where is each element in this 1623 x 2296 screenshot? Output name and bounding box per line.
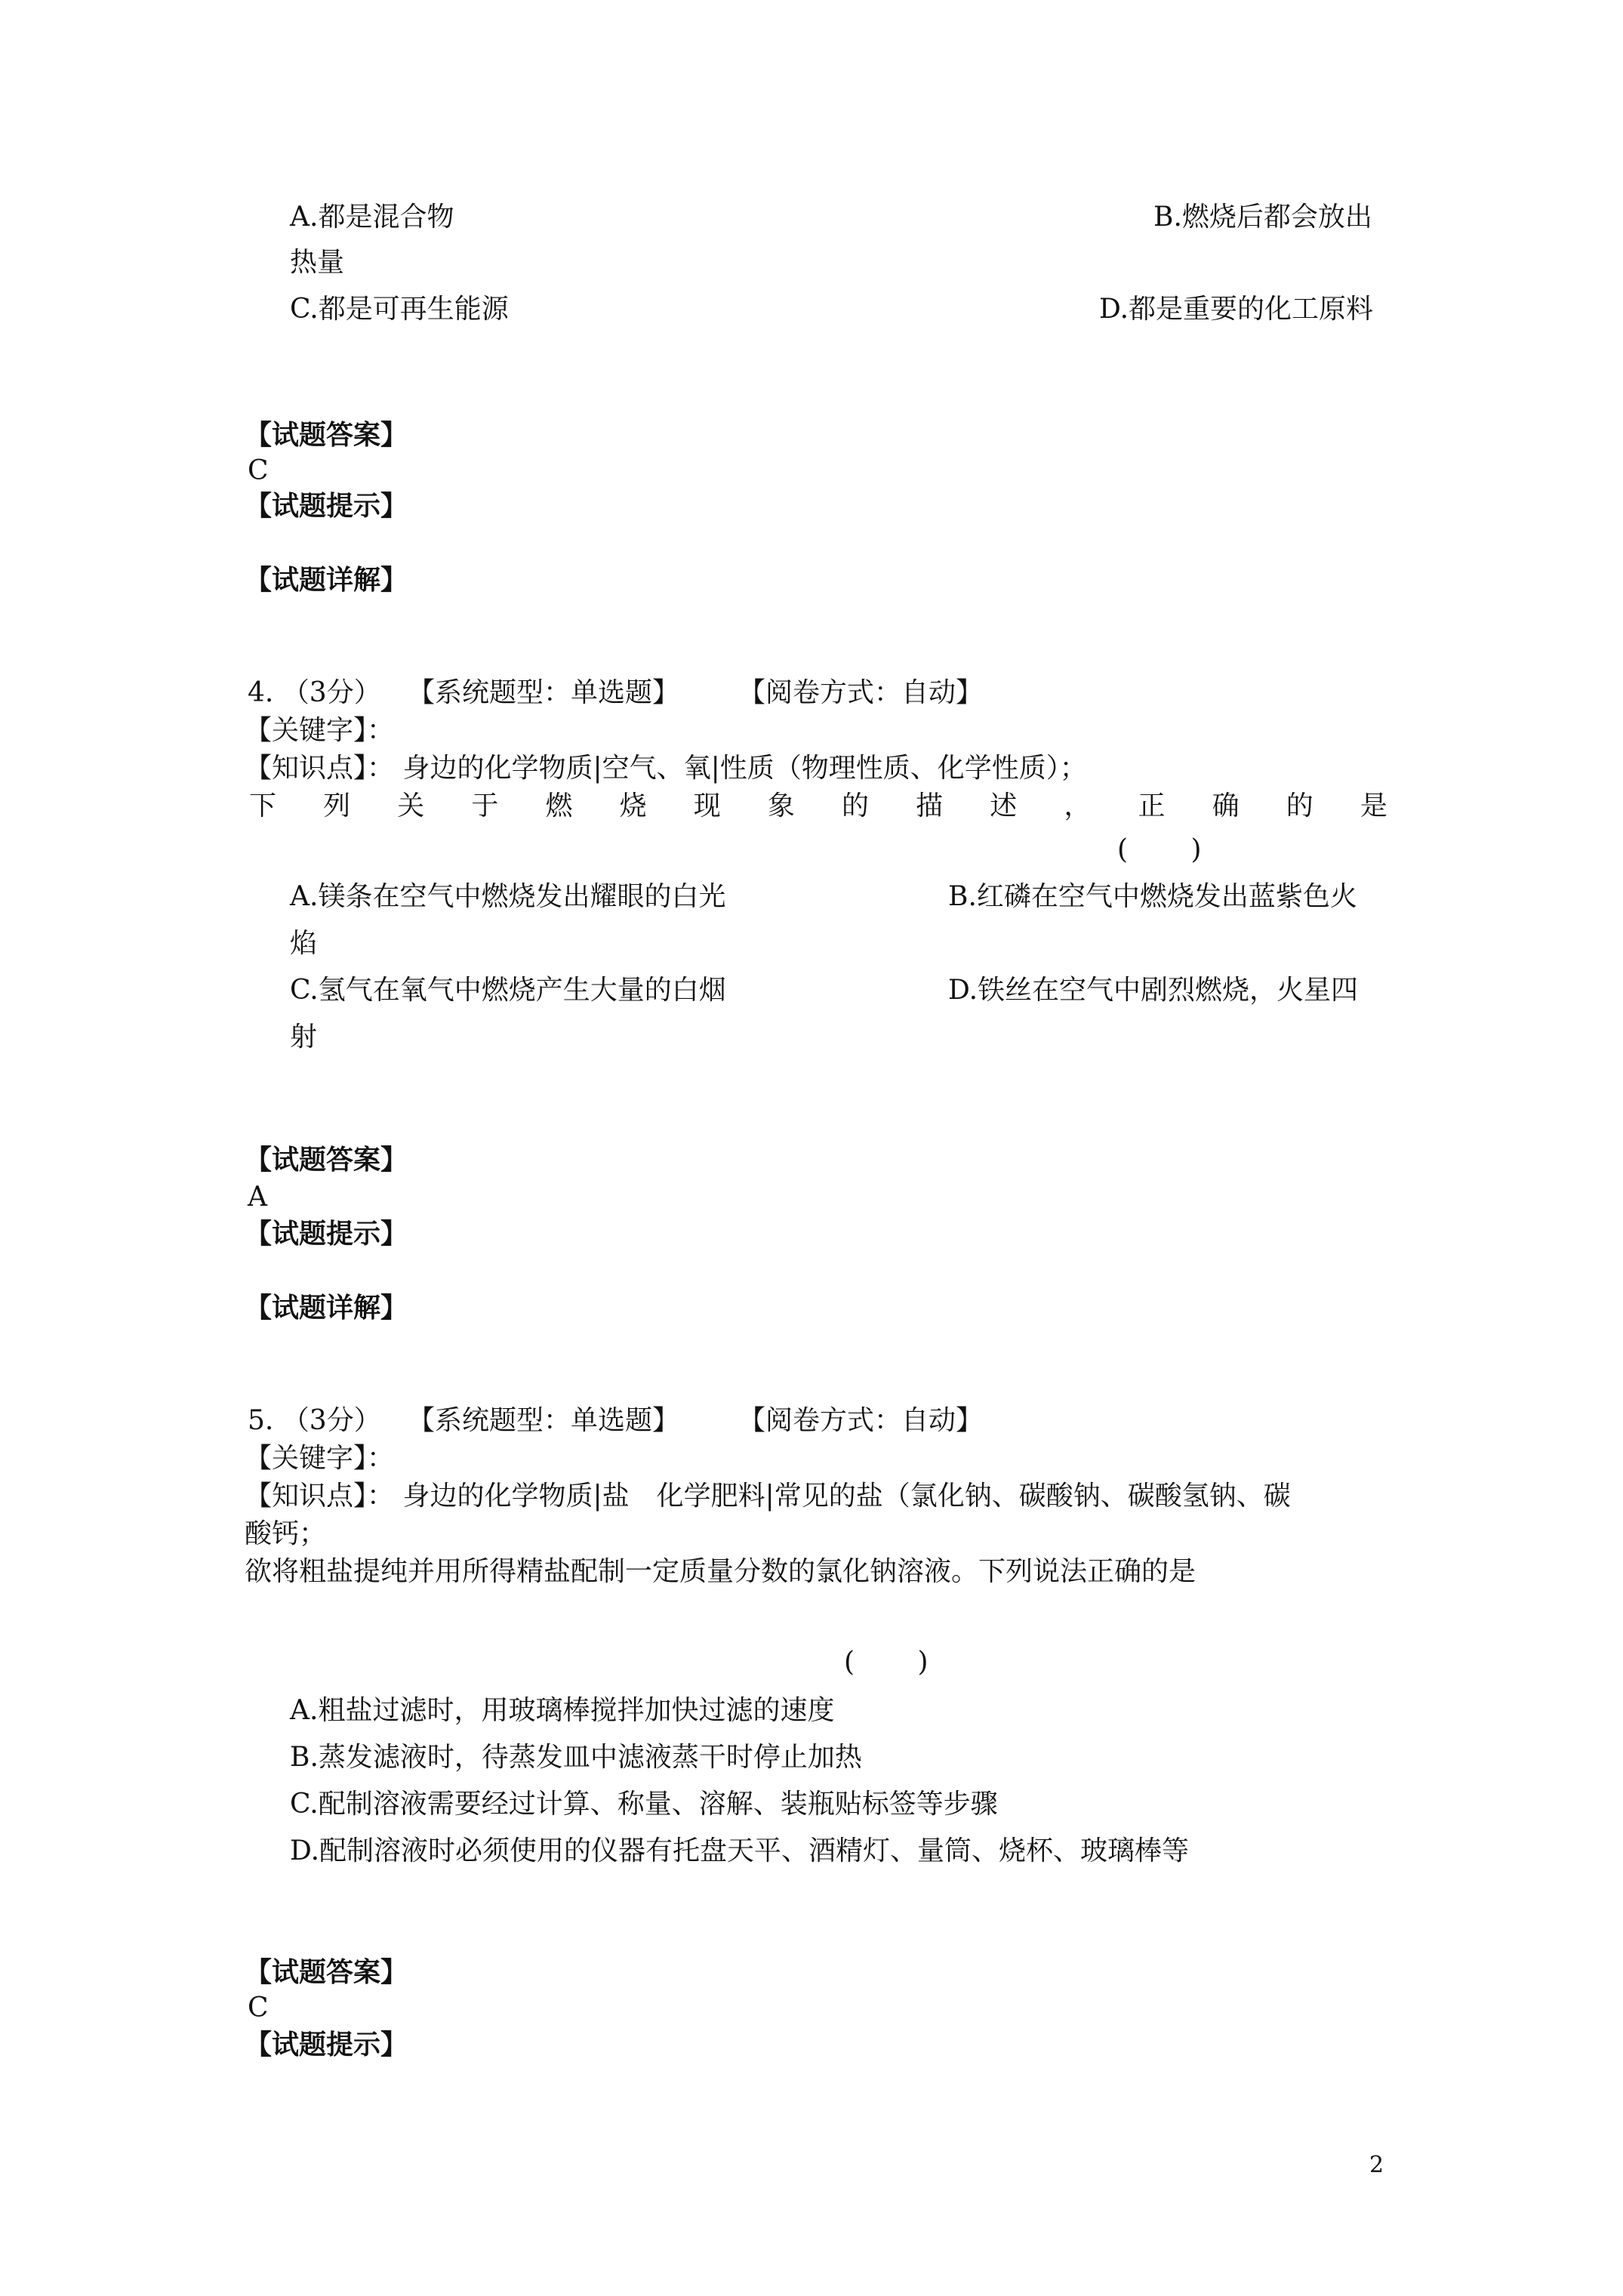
q4-option-a: A.镁条在空气中燃烧发出耀眼的白光 (290, 881, 726, 912)
q3-detail-heading: 【试题详解】 (245, 564, 408, 596)
q4-question-stem (249, 788, 1387, 824)
q4-stem-char: 确 (1212, 791, 1240, 821)
q4-hint-heading: 【试题提示】 (245, 1218, 408, 1250)
q5-option-a: A.粗盐过滤时，用玻璃棒搅拌加快过滤的速度 (290, 1695, 835, 1726)
q4-stem-char: 下 (249, 791, 277, 821)
q5-knowledge-point: 【知识点】： 身边的化学物质|盐 化学肥料|常见的盐（氯化钠、碳酸钠、碳酸氢钠、碳 (245, 1481, 1291, 1512)
q4-stem-char: 述 (990, 791, 1018, 821)
q4-answer: A (248, 1182, 267, 1213)
q5-grading-mode: 【阅卷方式：自动】 (738, 1405, 984, 1436)
page-number: 2 (1369, 2152, 1384, 2178)
q4-option-d-continued: 射 (290, 1022, 318, 1052)
q4-stem-char: 现 (693, 791, 721, 821)
q4-detail-heading: 【试题详解】 (245, 1292, 408, 1324)
q4-grading-mode: 【阅卷方式：自动】 (738, 677, 984, 708)
q5-answer-bracket: ( ) (844, 1647, 929, 1678)
q3-answer: C (248, 455, 269, 486)
q5-hint-heading: 【试题提示】 (245, 2029, 408, 2060)
q4-question-type: 【系统题型：单选题】 (408, 677, 680, 708)
q4-stem-char: 燃 (545, 791, 573, 821)
q4-option-b-continued: 焰 (290, 928, 318, 959)
q4-number: 4. （3分） (248, 677, 381, 708)
q3-answer-heading: 【试题答案】 (245, 419, 408, 451)
q4-stem-char: 的 (842, 791, 870, 821)
q3-option-b: B.燃烧后都会放出 (1153, 202, 1372, 233)
q4-stem-char: 烧 (619, 791, 647, 821)
q4-stem-char: 的 (1286, 791, 1313, 821)
q4-stem-char: 于 (471, 791, 499, 821)
q5-number: 5. （3分） (248, 1405, 381, 1436)
q4-option-c: C.氢气在氧气中燃烧产生大量的白烟 (290, 975, 726, 1006)
q5-option-d: D.配制溶液时必须使用的仪器有托盘天平、酒精灯、量筒、烧杯、玻璃棒等 (290, 1835, 1190, 1866)
q5-question-stem: 欲将粗盐提纯并用所得精盐配制一定质量分数的氯化钠溶液。下列说法正确的是 (245, 1556, 1196, 1587)
q4-stem-char: 正 (1138, 791, 1166, 821)
q3-option-b-continued: 热量 (290, 247, 345, 278)
q5-option-b: B.蒸发滤液时，待蒸发皿中滤液蒸干时停止加热 (290, 1742, 862, 1773)
q5-answer: C (248, 1992, 269, 2023)
q5-keywords: 【关键字】： (245, 1443, 395, 1474)
q4-knowledge-point: 【知识点】： 身边的化学物质|空气、氧|性质（物理性质、化学性质）； (245, 753, 1087, 784)
q4-answer-heading: 【试题答案】 (245, 1144, 408, 1176)
q5-question-type: 【系统题型：单选题】 (408, 1405, 680, 1436)
q5-knowledge-point-continued: 酸钙； (245, 1518, 327, 1549)
q4-keywords: 【关键字】： (245, 715, 395, 746)
q4-stem-char: 象 (767, 791, 795, 821)
q4-stem-char: 是 (1360, 791, 1387, 821)
q5-answer-heading: 【试题答案】 (245, 1956, 408, 1988)
q4-option-b: B.红磷在空气中燃烧发出蓝紫色火 (948, 881, 1357, 912)
q3-hint-heading: 【试题提示】 (245, 490, 408, 522)
q4-stem-char: 列 (323, 791, 351, 821)
q3-option-c: C.都是可再生能源 (290, 294, 509, 325)
q4-answer-bracket: ( ) (1117, 834, 1202, 865)
q5-option-c: C.配制溶液需要经过计算、称量、溶解、装瓶贴标签等步骤 (290, 1789, 998, 1820)
q3-option-a: A.都是混合物 (290, 202, 454, 233)
q4-stem-char: ， (1064, 791, 1092, 821)
q4-option-d: D.铁丝在空气中剧烈燃烧，火星四 (948, 975, 1359, 1006)
q4-stem-char: 关 (397, 791, 425, 821)
q3-option-d: D.都是重要的化工原料 (1099, 294, 1374, 325)
q4-stem-char: 描 (916, 791, 944, 821)
